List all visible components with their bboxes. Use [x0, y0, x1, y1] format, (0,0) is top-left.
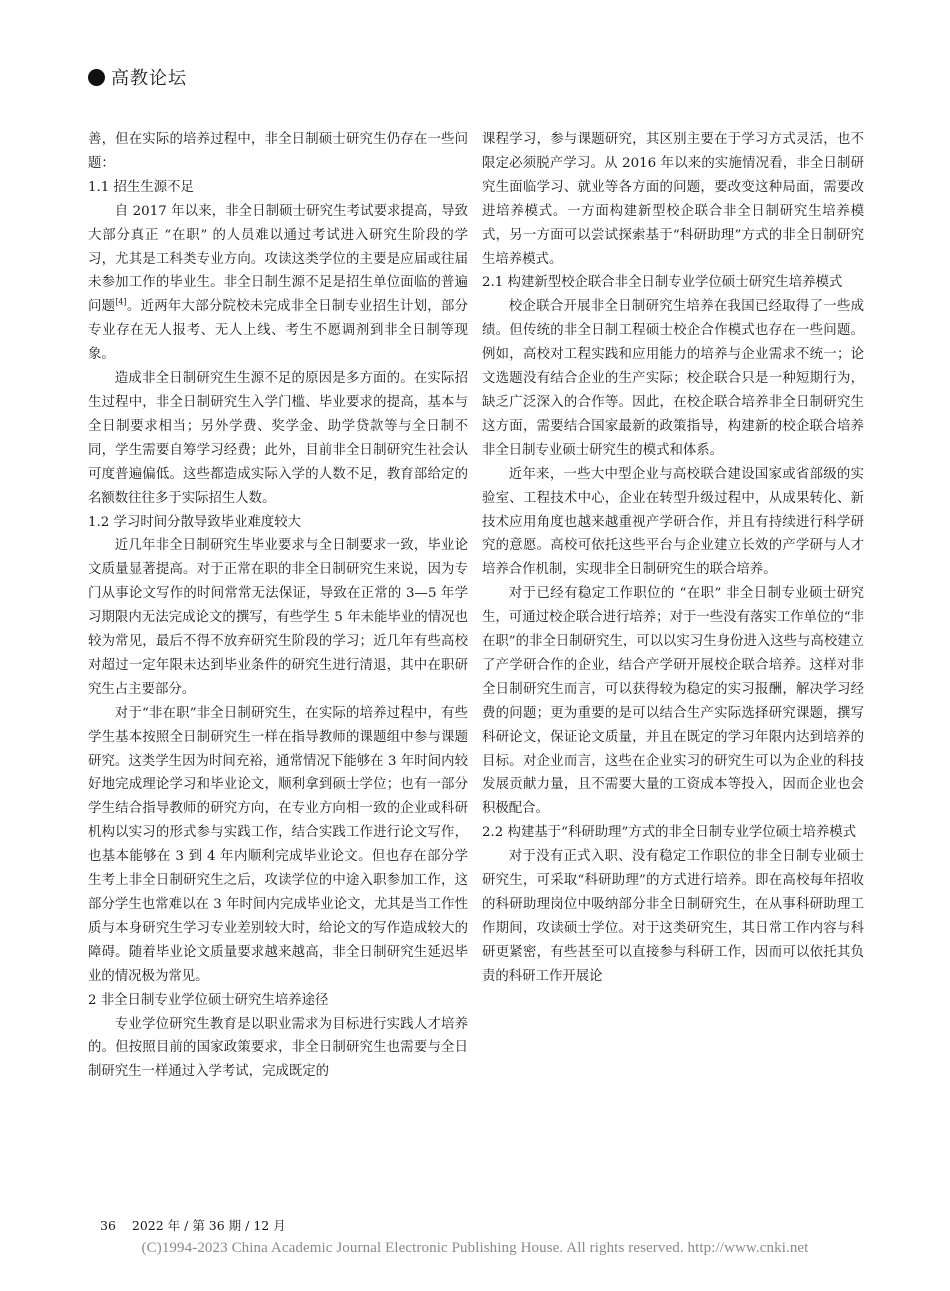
- section-heading: 1.1 招生生源不足: [88, 179, 194, 195]
- paragraph: 自 2017 年以来，非全日制硕士研究生考试要求提高，导致大部分真正 “在职” 的人员难以通过考试进入研究生阶段的学习，尤其是工科类专业方向。攻读这类学位的主要是应届或往届未参加工作的毕业生。非全日制生源不足是招生单位面临的普遍问题[4]。近两年大部分院校未完成非全日制专业招生计划，部分专业存在无人报考、无人上线、考生不愿调剂到非全日制等现象。: [88, 203, 469, 363]
- journal-title: 高教论坛: [111, 68, 187, 89]
- paragraph: 造成非全日制研究生生源不足的原因是多方面的。在实际招生过程中，非全日制研究生入学门槛、毕业要求的提高，基本与全日制要求相当；另外学费、奖学金、助学贷款等与全日制不同，学生需要自筹学习经费；此外，目前非全日制研究生社会认可度普遍偏低。这些都造成实际入学的人数不足，教育部给定的名额数往往多于实际招生人数。: [88, 371, 468, 506]
- copyright-notice: (C)1994-2023 China Academic Journal Electronic Publishing House. All rights reserved. http://www.cnki.net: [141, 1240, 809, 1256]
- paragraph: 对于没有正式入职、没有稳定工作职位的非全日制专业硕士研究生，可采取“科研助理”的方式进行培养。即在高校每年招收的科研助理岗位中吸纳部分非全日制研究生，在从事科研助理工作期间，攻读硕士学位。对于这类研究生，其日常工作内容与科研更紧密，有些甚至可以直接参与科研工作，因而可以依托其负责的科研工作开展论: [482, 849, 864, 984]
- paragraph: 近几年非全日制研究生毕业要求与全日制要求一致，毕业论文质量显著提高。对于正常在职的非全日制研究生来说，因为专门从事论文写作的时间常常无法保证，导致在正常的 3—5 年学习期限内无法完成论文的撰写，有些学生 5 年未能毕业的情况也较为常见，最后不得不放弃研究生阶段的学习；近几年有些高校对超过一定年限未达到毕业条件的研究生进行清退，其中在职研究生占主要部分。: [88, 538, 468, 697]
- section-heading: 2.1 构建新型校企联合非全日制专业学位硕士研究生培养模式: [482, 275, 843, 291]
- right-column: [482, 128, 864, 989]
- section-heading: 1.2 学习时间分散导致毕业难度较大: [88, 514, 302, 530]
- section-heading: 2.2 构建基于“科研助理”方式的非全日制专业学位硕士培养模式: [482, 825, 857, 841]
- paragraph: 校企联合开展非全日制研究生培养在我国已经取得了一些成绩。但传统的非全日制工程硕士校企合作模式也存在一些问题。例如，高校对工程实践和应用能力的培养与企业需求不统一；论文选题没有结合企业的生产实际；校企联合只是一种短期行为，缺乏广泛深入的合作等。因此，在校企联合培养非全日制研究生这方面，需要结合国家最新的政策指导，构建新的校企联合培养非全日制专业硕士研究生的模式和体系。: [482, 299, 864, 458]
- section-heading: 2 非全日制专业学位硕士研究生培养途径: [88, 992, 329, 1008]
- paragraph: 对于“非在职”非全日制研究生，在实际的培养过程中，有些学生基本按照全日制研究生一样在指导教师的课题组中参与课题研究。这类学生因为时间充裕，通常情况下能够在 3 年时间内较好地完成理论学习和毕业论文，顺利拿到硕士学位；也有一部分学生结合指导教师的研究方向，在专业方向相一致的企业或科研机构以实习的形式参与实践工作，结合实践工作进行论文写作，也基本能够在 3 到 4 年内顺利完成毕业论文。但也存在部分学生考上非全日制研究生之后，攻读学位的中途入职参加工作，这部分学生也常难以在 3 年时间内完成毕业论文，尤其是当工作性质与本身研究生学习专业差别较大时，给论文的写作造成较大的障碍。随着毕业论文质量要求越来越高，非全日制研究生延迟毕业的情况极为常见。: [88, 705, 468, 984]
- bullet-icon: [88, 69, 105, 86]
- page-footer: [100, 1216, 286, 1234]
- left-column: [88, 128, 468, 1084]
- paragraph: 善，但在实际的培养过程中，非全日制硕士研究生仍存在一些问题：: [88, 132, 468, 171]
- paragraph: 课程学习，参与课题研究，其区别主要在于学习方式灵活，也不限定必须脱产学习。从 2016 年以来的实施情况看，非全日制研究生面临学习、就业等各方面的问题，要改变这种局面，需要改进培养模式。一方面构建新型校企联合非全日制研究生培养模式，另一方面可以尝试探索基于“科研助理”方式的非全日制研究生培养模式。: [482, 132, 864, 267]
- paragraph: 专业学位研究生教育是以职业需求为目标进行实践人才培养的。但按照目前的国家政策要求，非全日制研究生也需要与全日制研究生一样通过入学考试，完成既定的: [88, 1016, 468, 1080]
- issue-info: 2022 年 / 第 36 期 / 12 月: [131, 1218, 286, 1233]
- page-number: 36: [100, 1218, 116, 1233]
- journal-header: [88, 64, 187, 90]
- citation: [4]: [115, 297, 127, 307]
- paragraph: 对于已经有稳定工作职位的 “在职” 非全日制专业硕士研究生，可通过校企联合进行培养；对于一些没有落实工作单位的“非在职”的非全日制研究生，可以以实习生身份进入这些与高校建立了产学研合作的企业，结合产学研开展校企联合培养。这样对非全日制研究生而言，可以获得较为稳定的实习报酬，解决学习经费的问题；更为重要的是可以结合生产实际选择研究课题，撰写科研论文，保证论文质量，并且在既定的学习年限内达到培养的目标。对企业而言，这些在企业实习的研究生可以为企业的科技发展贡献力量，且不需要大量的工资成本等投入，因而企业也会积极配合。: [482, 586, 864, 817]
- paragraph: 近年来，一些大中型企业与高校联合建设国家或省部级的实验室、工程技术中心，企业在转型升级过程中，从成果转化、新技术应用角度也越来越重视产学研合作，并且有持续进行科学研究的意愿。高校可依托这些平台与企业建立长效的产学研与人才培养合作机制，实现非全日制研究生的联合培养。: [482, 466, 864, 578]
